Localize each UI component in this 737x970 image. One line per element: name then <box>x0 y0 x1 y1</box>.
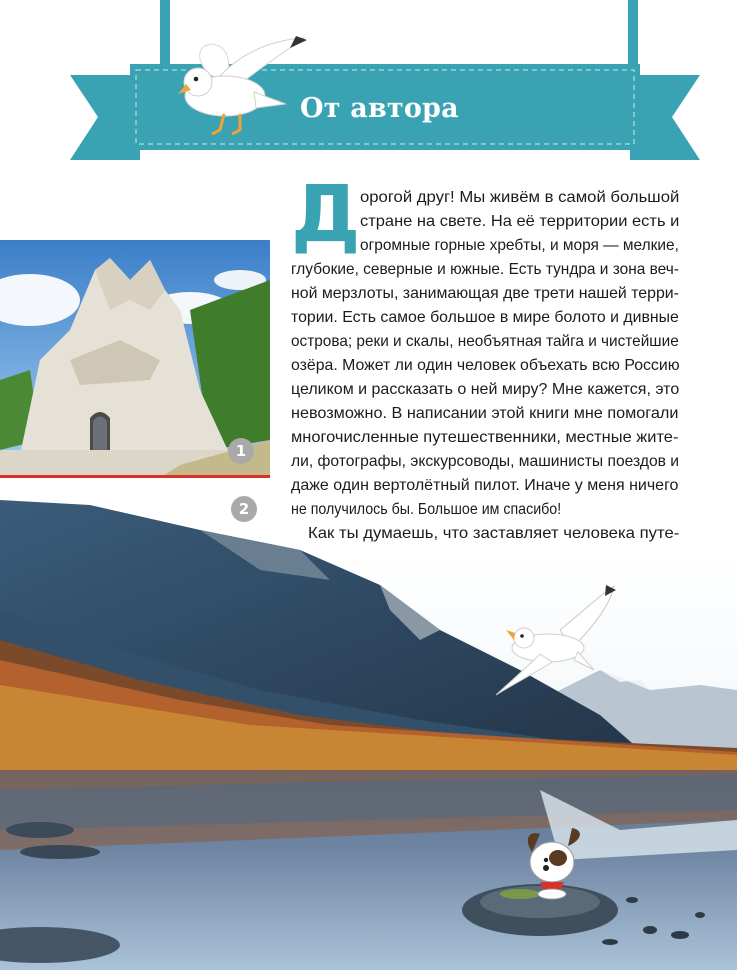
drop-cap: Д <box>291 170 361 260</box>
intro-text-line: ли, фотографы, экскурсоводы, машинисты поездов и <box>291 453 680 470</box>
intro-text-line: глубокие, северные и южные. Есть тундра и зона веч- <box>291 261 679 278</box>
photo-number-badge-1: 1 <box>228 438 254 464</box>
intro-text-line: острова; реки и скалы, необъятная тайга и чистейшие <box>291 333 679 350</box>
intro-text-line: невозможно. В написании этой книги мне помогали <box>291 405 679 422</box>
intro-text-line: стране на свете. На её территории есть и <box>360 213 680 230</box>
photo-frame-line <box>0 475 270 478</box>
intro-text-line: огромные горные хребты, и моря — мелкие, <box>360 237 679 254</box>
mountain-lake-photo <box>0 490 737 970</box>
cave-monastery-photo <box>0 240 270 478</box>
intro-text-line: озёра. Может ли один человек объехать всю Россию <box>291 357 680 374</box>
intro-text-line: Как ты думаешь, что заставляет человека путе- <box>308 525 680 542</box>
intro-text-line: тории. Есть самое большое в мире болото и дивные <box>291 309 679 326</box>
intro-text-line: ной мерзлоты, занимающая две трети нашей терри- <box>291 285 679 302</box>
intro-text-line: не получилось бы. Большое им спасибо! <box>291 501 562 518</box>
intro-text-line: даже один вертолётный пилот. Иначе у меня ничего <box>291 477 679 494</box>
page-title: От автора <box>300 93 459 124</box>
intro-text-line: целиком и рассказать о ней миру? Мне кажется, это <box>291 381 680 398</box>
intro-text-line: орогой друг! Мы живём в самой большой <box>360 189 680 206</box>
photo-number-badge-2: 2 <box>231 496 257 522</box>
intro-text-line: многочисленные путешественники, местные жите- <box>291 429 679 446</box>
